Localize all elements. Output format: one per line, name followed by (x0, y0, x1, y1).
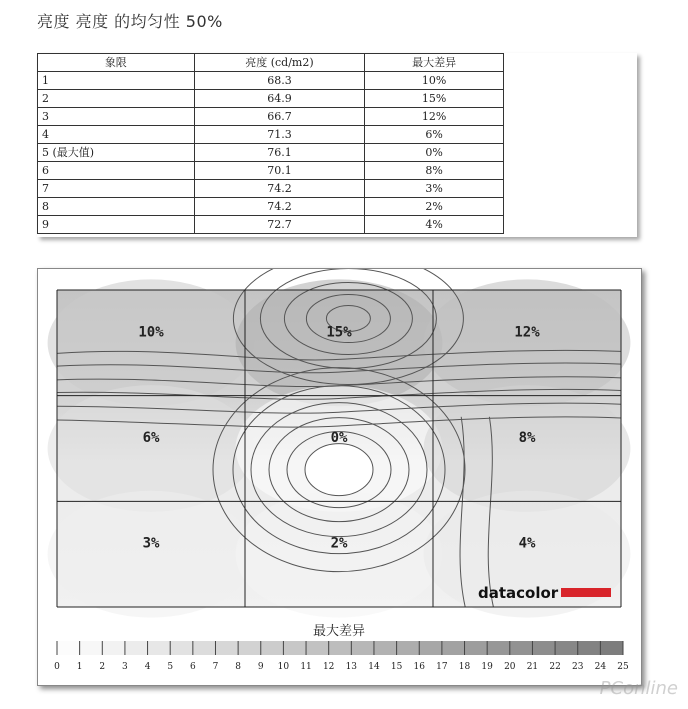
quadrant-label: 4% (518, 535, 536, 552)
table-row (38, 72, 504, 90)
logo-wordmark: datacolor (478, 584, 559, 602)
scale-swatch (578, 641, 601, 655)
difference-cell: 6% (365, 126, 504, 144)
scale-swatch (351, 641, 374, 655)
scale-swatch (442, 641, 465, 655)
quadrant-label: 12% (514, 324, 540, 341)
uniformity-table (37, 53, 504, 234)
quadrant-cell: 4 (38, 126, 195, 144)
scale-tick-label: 6 (189, 662, 196, 672)
scale-swatch (600, 641, 623, 655)
scale-swatch (215, 641, 238, 655)
scale-tick-label: 25 (617, 662, 629, 672)
table-row (38, 90, 504, 108)
quadrant-cell: 8 (38, 198, 195, 216)
scale-swatch (532, 641, 555, 655)
scale-tick-label: 19 (481, 662, 493, 672)
table-row (38, 162, 504, 180)
scale-swatch (555, 641, 578, 655)
watermark: PConline (599, 678, 678, 699)
quadrant-label: 3% (142, 535, 160, 552)
luminance-cell: 72.7 (194, 216, 365, 234)
scale-tick-label: 8 (235, 662, 241, 672)
luminance-cell: 66.7 (194, 108, 365, 126)
scale-tick-label: 22 (549, 662, 561, 672)
quadrant-label: 2% (330, 535, 348, 552)
scale-title: 最大差异 (312, 624, 366, 639)
difference-cell: 15% (365, 90, 504, 108)
difference-cell: 3% (365, 180, 504, 198)
page-title: 亮度 亮度 的均匀性 50% (37, 12, 223, 31)
scale-tick-label: 0 (54, 662, 60, 672)
table-row (38, 144, 504, 162)
scale-swatch (397, 641, 420, 655)
scale-tick-label: 21 (526, 662, 539, 672)
uniformity-table-card (37, 53, 637, 237)
table-header-row (38, 54, 504, 72)
scale-swatch (80, 641, 103, 655)
scale-tick-label: 10 (277, 662, 290, 672)
scale-swatch (102, 641, 125, 655)
scale-tick-label: 18 (458, 662, 471, 672)
quadrant-label: 6% (142, 429, 160, 446)
scale-tick-label: 5 (167, 662, 174, 672)
table-row (38, 108, 504, 126)
luminance-cell: 64.9 (194, 90, 365, 108)
table-row (38, 126, 504, 144)
difference-scale (54, 641, 629, 672)
luminance-cell: 76.1 (194, 144, 365, 162)
quadrant-shade (236, 491, 443, 618)
column-header-quadrant: 象限 (38, 54, 195, 72)
scale-swatch (125, 641, 148, 655)
scale-swatch (465, 641, 488, 655)
quadrant-cell: 5 (最大值) (38, 144, 195, 162)
scale-tick-label: 9 (257, 662, 264, 672)
luminance-cell: 68.3 (194, 72, 365, 90)
quadrant-cell: 7 (38, 180, 195, 198)
scale-swatch (170, 641, 193, 655)
column-header-max-difference: 最大差异 (365, 54, 504, 72)
quadrant-cell: 1 (38, 72, 195, 90)
quadrant-cell: 2 (38, 90, 195, 108)
luminance-cell: 74.2 (194, 198, 365, 216)
quadrant-label: 8% (518, 429, 536, 446)
scale-tick-label: 11 (300, 662, 312, 672)
column-header-luminance: 亮度 (cd/m2) (194, 54, 365, 72)
quadrant-label: 0% (330, 429, 348, 446)
scale-swatch (238, 641, 261, 655)
table-row (38, 180, 504, 198)
scale-swatch (193, 641, 216, 655)
quadrant-label: 10% (138, 324, 164, 341)
quadrant-cell: 9 (38, 216, 195, 234)
scale-tick-label: 23 (571, 662, 584, 672)
uniformity-heatmap (38, 269, 641, 685)
scale-tick-label: 12 (322, 662, 335, 672)
luminance-cell: 70.1 (194, 162, 365, 180)
scale-swatch (283, 641, 306, 655)
scale-tick-label: 1 (76, 662, 83, 672)
scale-swatch (374, 641, 397, 655)
scale-tick-label: 15 (390, 662, 403, 672)
difference-cell: 0% (365, 144, 504, 162)
difference-cell: 10% (365, 72, 504, 90)
scale-tick-label: 20 (504, 662, 516, 672)
quadrant-cell: 6 (38, 162, 195, 180)
scale-tick-label: 7 (212, 662, 219, 672)
scale-tick-label: 17 (436, 662, 448, 672)
scale-tick-label: 14 (368, 662, 380, 672)
difference-cell: 12% (365, 108, 504, 126)
difference-cell: 4% (365, 216, 504, 234)
scale-tick-label: 24 (594, 662, 607, 672)
uniformity-chart-card (37, 268, 642, 686)
scale-swatch (419, 641, 442, 655)
luminance-cell: 71.3 (194, 126, 365, 144)
scale-swatch (261, 641, 284, 655)
table-row (38, 216, 504, 234)
scale-tick-label: 4 (144, 662, 151, 672)
difference-cell: 2% (365, 198, 504, 216)
scale-swatch (57, 641, 80, 655)
scale-swatch (306, 641, 329, 655)
scale-swatch (487, 641, 510, 655)
quadrant-cell: 3 (38, 108, 195, 126)
scale-tick-label: 13 (345, 662, 358, 672)
table-row (38, 198, 504, 216)
scale-tick-label: 3 (122, 662, 128, 672)
scale-swatch (148, 641, 171, 655)
logo-red-bar (561, 588, 611, 597)
scale-tick-label: 16 (413, 662, 425, 672)
scale-tick-label: 2 (99, 662, 106, 672)
scale-swatch (510, 641, 533, 655)
difference-cell: 8% (365, 162, 504, 180)
quadrant-label: 15% (326, 324, 352, 341)
scale-swatch (329, 641, 352, 655)
luminance-cell: 74.2 (194, 180, 365, 198)
